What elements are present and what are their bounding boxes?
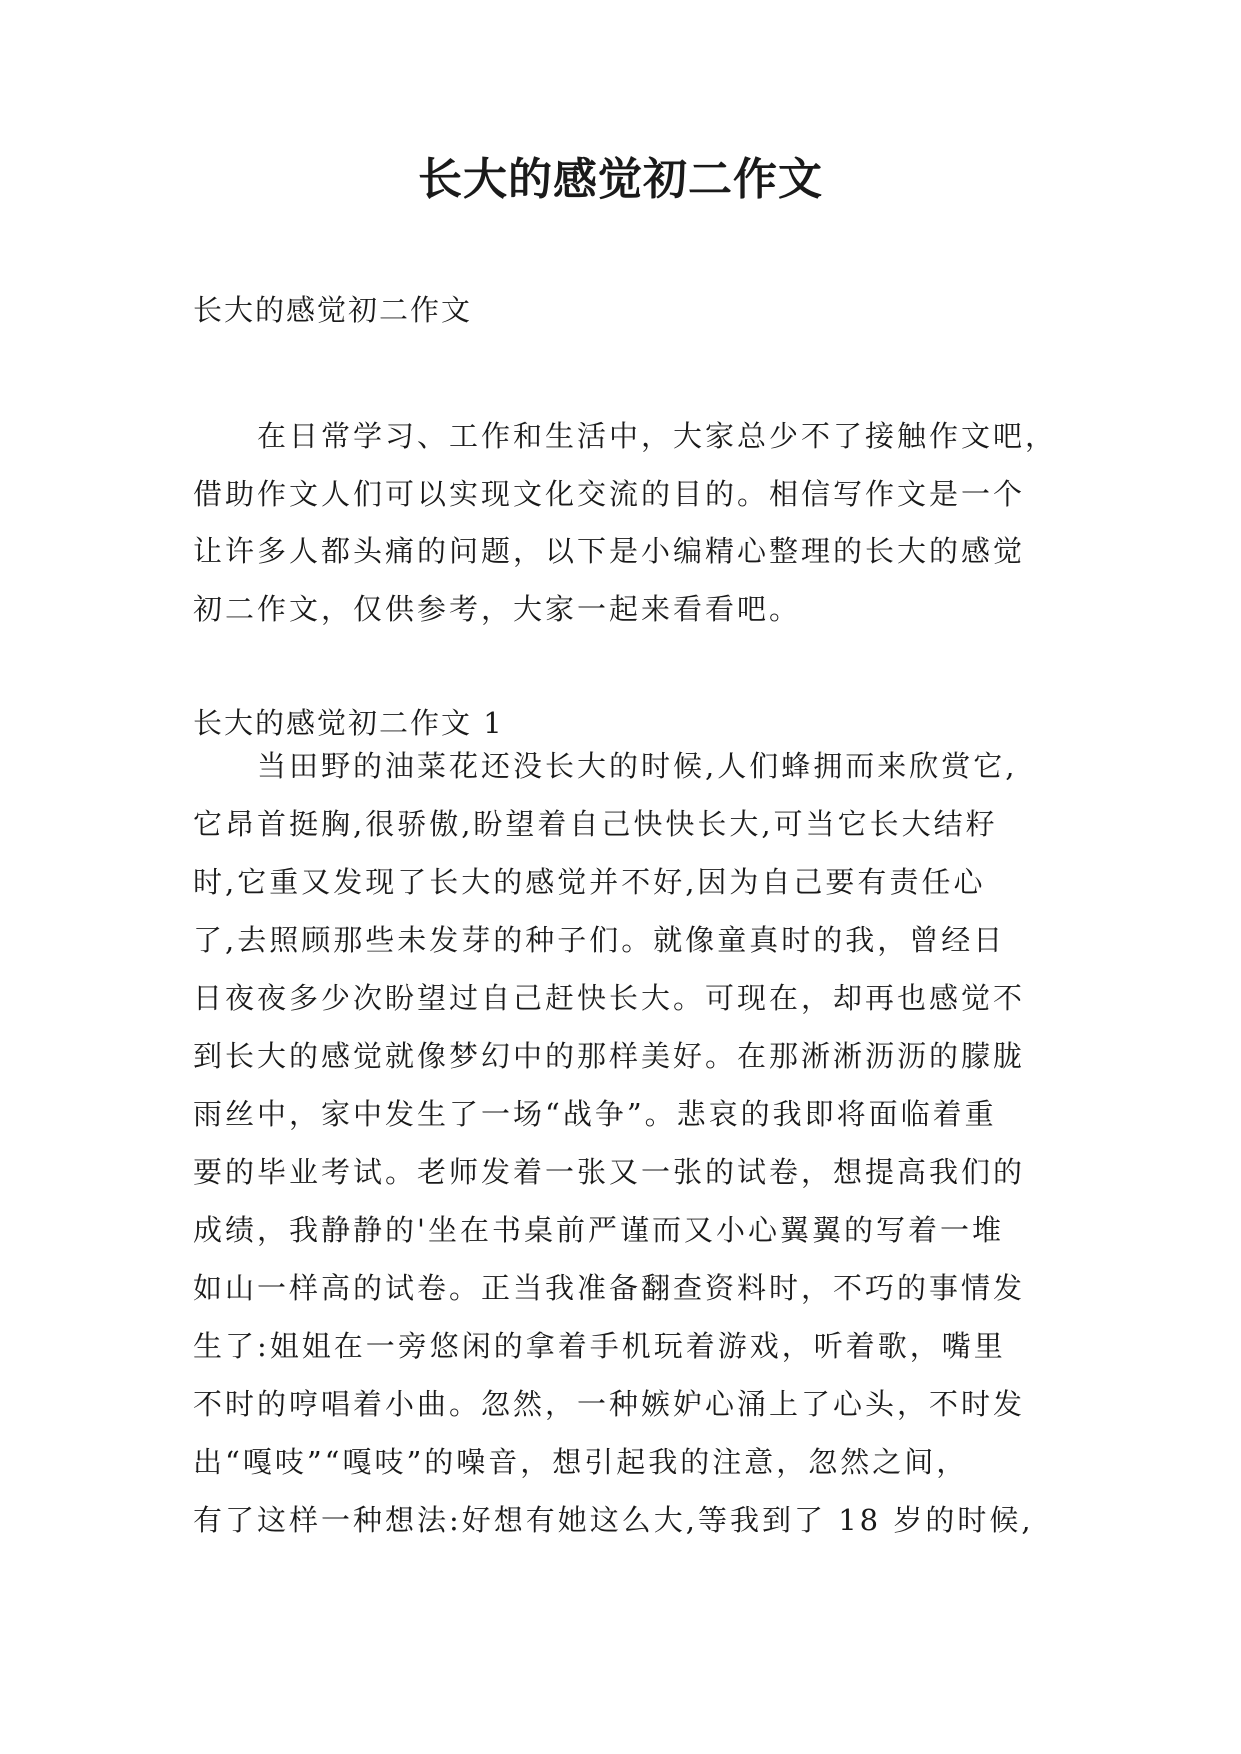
body-line: 出“嘎吱”“嘎吱”的噪音，想引起我的注意，忽然之间， <box>193 1445 969 1479</box>
body-line: 如山一样高的试卷。正当我准备翻查资料时，不巧的事情发 <box>193 1271 1026 1305</box>
body-line: 生了:姐姐在一旁悠闲的拿着手机玩着游戏，听着歌，嘴里 <box>193 1329 1006 1363</box>
body-line: 它昂首挺胸,很骄傲,盼望着自己快快长大,可当它长大结籽 <box>193 807 998 841</box>
essay-body-paragraph <box>193 737 1051 1549</box>
body-line: 日夜夜多少次盼望过自己赶快长大。可现在，却再也感觉不 <box>193 981 1026 1015</box>
body-line: 要的毕业考试。老师发着一张又一张的试卷，想提高我们的 <box>193 1155 1026 1189</box>
body-line: 了,去照顾那些未发芽的种子们。就像童真时的我，曾经日 <box>193 923 1006 957</box>
intro-line: 借助作文人们可以实现文化交流的目的。相信写作文是一个 <box>193 476 1026 511</box>
intro-line: 让许多人都头痛的问题，以下是小编精心整理的长大的感觉 <box>193 534 1026 568</box>
intro-line: 初二作文，仅供参考，大家一起来看看吧。 <box>193 591 802 626</box>
body-line: 时,它重又发现了长大的感觉并不好,因为自己要有责任心 <box>193 865 986 899</box>
body-line: 有了这样一种想法:好想有她这么大,等我到了 18 岁的时候, <box>193 1503 1034 1537</box>
document-title: 长大的感觉初二作文 <box>418 154 823 205</box>
section-heading: 长大的感觉初二作文 1 <box>193 706 504 740</box>
body-line: 当田野的油菜花还没长大的时候,人们蜂拥而来欣赏它, <box>257 749 1018 783</box>
intro-line: 在日常学习、工作和生活中，大家总少不了接触作文吧， <box>257 419 1058 453</box>
body-line: 到长大的感觉就像梦幻中的那样美好。在那淅淅沥沥的朦胧 <box>193 1039 1026 1073</box>
intro-paragraph <box>193 408 1058 638</box>
document-subtitle: 长大的感觉初二作文 <box>193 293 473 327</box>
body-line: 雨丝中，家中发生了一场“战争”。悲哀的我即将面临着重 <box>193 1097 997 1131</box>
body-line: 成绩，我静静的'坐在书桌前严谨而又小心翼翼的写着一堆 <box>193 1213 1004 1247</box>
body-line: 不时的哼唱着小曲。忽然，一种嫉妒心涌上了心头，不时发 <box>193 1387 1026 1421</box>
